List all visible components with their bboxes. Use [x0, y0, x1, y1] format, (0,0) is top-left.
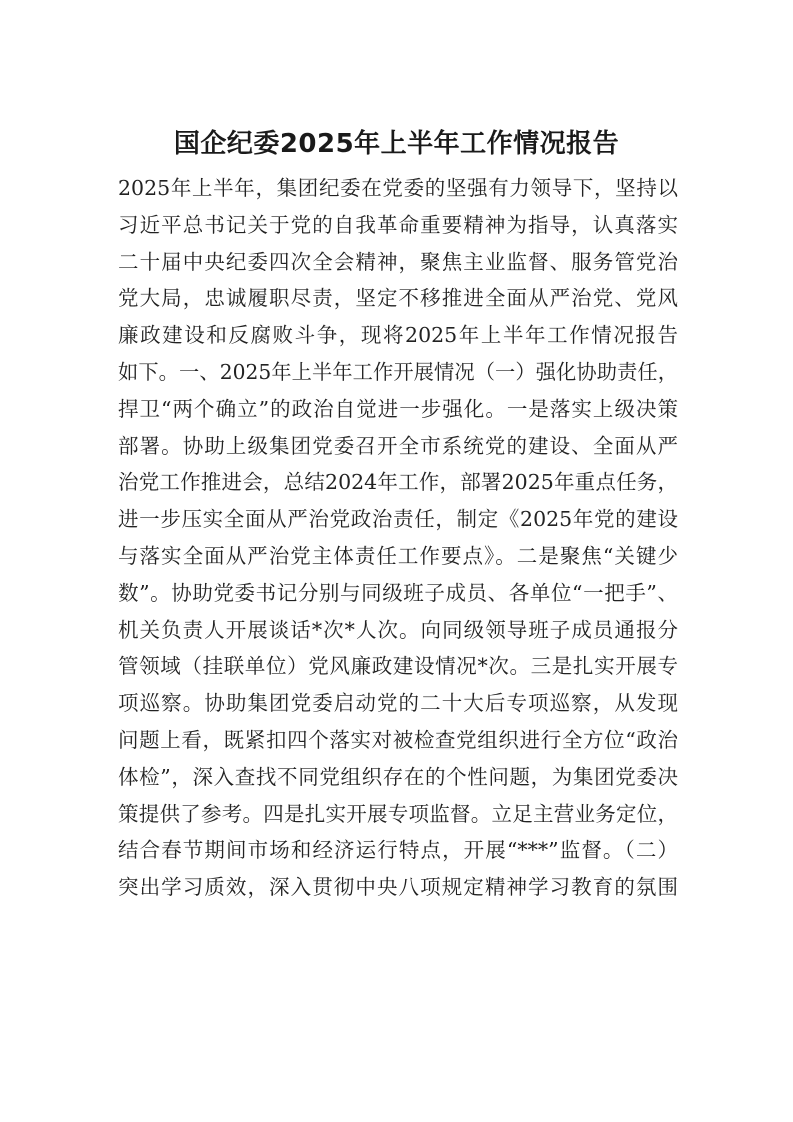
body-line: 策提供了参考。四是扎实开展专项监督。立足主营业务定位，	[118, 801, 678, 826]
body-line: 数”。协助党委书记分别与同级班子成员、各单位“一把手”、	[118, 580, 678, 605]
body-line: 廉政建设和反腐败斗争，现将2025年上半年工作情况报告	[118, 323, 678, 348]
document-title: 国企纪委2025年上半年工作情况报告	[173, 129, 620, 159]
body-line: 项巡察。协助集团党委启动党的二十大后专项巡察，从发现	[118, 691, 678, 716]
body-line: 习近平总书记关于党的自我革命重要精神为指导，认真落实	[118, 212, 678, 237]
body-line: 结合春节期间市场和经济运行特点，开展“***”监督。（二）	[118, 838, 678, 863]
body-line: 问题上看，既紧扣四个落实对被检查党组织进行全方位“政治	[118, 727, 678, 752]
body-line: 体检”，深入查找不同党组织存在的个性问题，为集团党委决	[118, 764, 678, 789]
body-line: 二十届中央纪委四次全会精神，聚焦主业监督、服务管党治	[118, 249, 678, 274]
body-line: 2025年上半年，集团纪委在党委的坚强有力领导下，坚持以	[118, 176, 678, 200]
body-line: 与落实全面从严治党主体责任工作要点》。二是聚焦“关键少	[118, 543, 678, 568]
body-line: 治党工作推进会，总结2024年工作，部署2025年重点任务，	[118, 470, 678, 495]
body-line: 突出学习质效，深入贯彻中央八项规定精神学习教育的氛围	[118, 875, 678, 900]
body-line: 党大局，忠诚履职尽责，坚定不移推进全面从严治党、党风	[118, 286, 678, 311]
body-line: 进一步压实全面从严治党政治责任，制定《2025年党的建设	[118, 507, 678, 532]
body-line: 管领域（挂联单位）党风廉政建设情况*次。三是扎实开展专	[118, 654, 678, 679]
body-line: 机关负责人开展谈话*次*人次。向同级领导班子成员通报分	[118, 617, 678, 642]
body-line: 如下。一、2025年上半年工作开展情况（一）强化协助责任，	[118, 359, 678, 384]
body-line: 捍卫“两个确立”的政治自觉进一步强化。一是落实上级决策	[118, 396, 678, 421]
document-body	[118, 170, 678, 906]
body-line: 部署。协助上级集团党委召开全市系统党的建设、全面从严	[118, 433, 678, 458]
